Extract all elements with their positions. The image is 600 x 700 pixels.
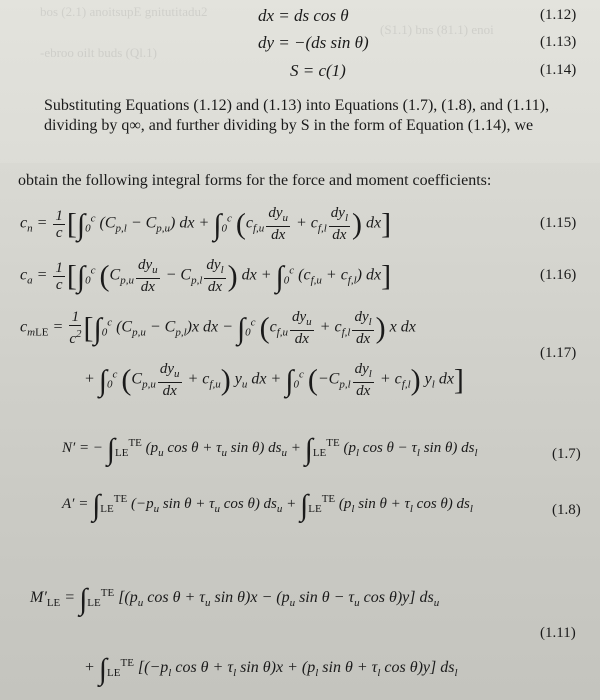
lower-page-segment <box>0 163 600 700</box>
equation-a-prime: $A' = \int_{LE}^{TE}$ ($-p_u$ $\sin \theta + \tau_u$ cos θ) $ds_u + \int_{LE}^{TE}$ ($p_l$ $\sin \theta + \tau_l$ cos θ) $ds_l$ <box>62 489 473 522</box>
equation-m-prime-le: $M'_{LE} = \int_{LE}^{TE}$ [($p_u$ $\cos \theta + \tau_u$ $\sin \theta)x - (p_u$ $\sin \theta - \tau_u$ cos θ)y] $ds_u$ <box>30 583 440 616</box>
equation-dx: dx = ds cos θ <box>258 6 349 25</box>
bleed-through-text: (S1.1) bns (81.1) enoi <box>380 22 494 37</box>
equation-number-1-16: (1.16) <box>540 267 577 283</box>
equation-number-1-14: (1.14) <box>540 62 577 78</box>
equation-ca: $c_a$ = $\frac{1}{c}$ [$\int_0^c$ ($C_{p,u}$ $\frac{dy_u}{dx}$ − $C_{p,l}$ $\frac{dy_l}{dx}$ ) dx + $\int_0^c$ $(c_{f,u} + c_{f,l})$ dx] <box>20 257 392 295</box>
equation-number-1-8: (1.8) <box>552 502 581 518</box>
equation-dy: dy = −(ds sin θ) <box>258 33 369 52</box>
equation-number-1-7: (1.7) <box>552 446 581 462</box>
paragraph-line-2: dividing by q∞, and further dividing by S in the form of Equation (1.14), we <box>44 117 534 134</box>
equation-number-1-15: (1.15) <box>540 215 577 231</box>
paragraph-line-1: Substituting Equations (1.12) and (1.13) into Equations (1.7), (1.8), and (1.11), <box>44 97 550 114</box>
equation-cmle: $c_{mLE}$ = $\frac{1}{c^2}$ [$\int_0^c$ $(C_{p,u} - C_{p,l})x$ dx − $\int_0^c$ ($c_{f,u}$ $\frac{dy_u}{dx}$ + $c_{f,l}$ $\frac{dy_l}{dx}$ ) x dx <box>20 309 416 347</box>
equation-n-prime: N′ = − $\int_{LE}^{TE}$ ($p_u$ $\cos \theta + \tau_u$ sin θ) $ds_u + \int_{LE}^{TE}$ ($p_l$ $\cos \theta - \tau_l$ sin θ) $ds_l$ <box>62 433 478 466</box>
bleed-through-text: bos (2.1) anoitsupE gnitutitadu2 <box>40 4 208 19</box>
equation-number-1-12: (1.12) <box>540 7 577 23</box>
equation-number-1-11: (1.11) <box>540 625 576 641</box>
equation-number-1-13: (1.13) <box>540 34 577 50</box>
lead-line: obtain the following integral forms for the force and moment coefficients: <box>18 172 492 189</box>
equation-m-prime-le-cont: + $\int_{LE}^{TE}$ [($-p_l$ $\cos \theta + \tau_l$ $\sin \theta)x + (p_l$ $\sin \theta + \tau_l$ cos θ)y] $ds_l$ <box>84 653 458 686</box>
equation-s: S = c(1) <box>290 61 346 80</box>
equation-number-1-17: (1.17) <box>540 345 577 361</box>
equation-cn: $c_n$ = $\frac{1}{c}$ [$\int_0^c$ $(C_{p,l} - C_{p,u})$ dx + $\int_0^c$ ($c_{f,u}$ $\frac{dy_u}{dx}$ + $c_{f,l}$ $\frac{dy_l}{dx}$ ) dx] <box>20 205 392 243</box>
equation-cmle-cont: + $\int_0^c$ ($C_{p,u}$ $\frac{dy_u}{dx}$ + $c_{f,u}$) $y_u$ dx + $\int_0^c$ ($-C_{p,l}$ $\frac{dy_l}{dx}$ + $c_{f,l}$) $y_l$ dx] <box>84 361 464 399</box>
bleed-through-text: -ebroo oilt buds (Ql.1) <box>40 45 157 60</box>
